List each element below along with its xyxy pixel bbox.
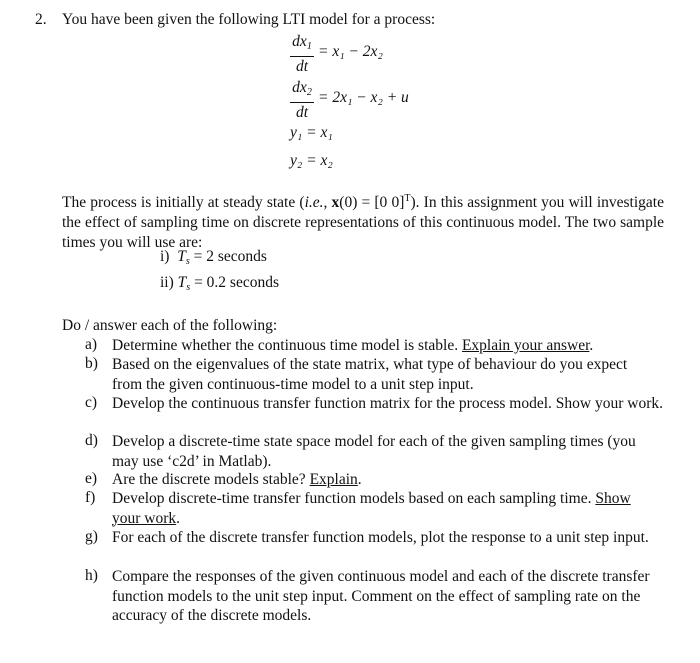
question-intro: You have been given the following LTI model for a process:: [62, 11, 436, 28]
item-h-label: h): [85, 567, 98, 584]
question-number: 2.: [35, 11, 47, 28]
item-d-text: Develop a discrete-time state space model for each of the given sampling times (you may use ‘c2d’ in Matlab).: [112, 433, 636, 470]
item-b-label: b): [85, 355, 98, 372]
item-g-label: g): [85, 528, 98, 545]
eq1-fraction: [290, 33, 314, 76]
sample-time-1: i) $T_s = 2$ seconds: [160, 248, 267, 267]
item-e-text: Are the discrete models stable? Explain.: [112, 471, 362, 488]
eq2-den: dt: [295, 104, 309, 121]
eq1-den: dt: [295, 58, 309, 75]
item-h-text: Compare the responses of the given continuous model and each of the discrete transfer function models to the unit step input. Comment on the effect of sampling rate on the accuracy of the discrete models.: [112, 568, 650, 624]
item-a-text: Determine whether the continuous time model is stable. Explain your answer.: [112, 337, 594, 354]
eq2-rhs: = 2x₁ − x₂ + u: [318, 89, 409, 106]
eq3: y₁ = x₁: [290, 124, 333, 141]
instructions-heading: Do / answer each of the following:: [62, 317, 278, 334]
sample-time-2: ii) $T_s = 0.2$ seconds: [160, 274, 280, 293]
item-b-text: Based on the eigenvalues of the state matrix, what type of behaviour do you expect from the given continuous-time model to a unit step input.: [112, 356, 628, 393]
eq4: y₂ = x₂: [290, 152, 333, 169]
eq2-fraction: [290, 79, 314, 122]
eq1-rhs: = x₁ − 2x₂: [318, 43, 383, 60]
eq1-num-sub: 1: [306, 41, 312, 52]
item-f-label: f): [85, 489, 96, 506]
item-e-label: e): [85, 470, 98, 487]
eq2-num-sub: 2: [306, 87, 312, 98]
item-c-label: c): [85, 394, 98, 411]
intro-paragraph: The process is initially at steady state (i.e., x(0) = [0 0]$^T$). In this assignment you will investigate the effect of sampling time on discrete representations of this continuous model. The two sample times you will use are:: [62, 193, 664, 251]
eq1-num: dx: [292, 33, 307, 50]
item-a-label: a): [85, 336, 98, 353]
item-g-text: For each of the discrete transfer function models, plot the response to a unit step input.: [112, 529, 649, 546]
item-f-text: Develop discrete-time transfer function models based on each sampling time. Show your work.: [112, 490, 631, 527]
eq2-num: dx: [292, 79, 307, 96]
item-d-label: d): [85, 432, 98, 449]
item-c-text: Develop the continuous transfer function matrix for the process model. Show your work.: [112, 395, 663, 412]
